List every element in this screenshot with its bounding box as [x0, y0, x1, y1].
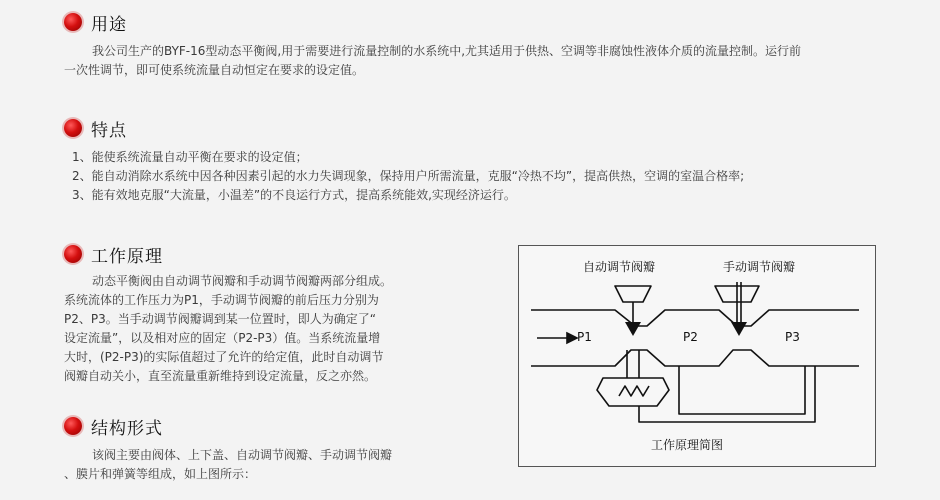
section-heading-usage [64, 10, 127, 34]
structure-line: 该阀主要由阀体、上下盖、自动调节阀瓣、手动调节阀瓣 [92, 448, 393, 462]
red-bullet-icon [64, 13, 82, 31]
manual-valve-plug [731, 322, 747, 336]
red-bullet-icon [64, 119, 82, 137]
red-bullet-icon [64, 245, 82, 263]
label-p1: P1 [577, 330, 592, 344]
spring [619, 386, 649, 396]
label-auto-valve: 自动调节阀瓣 [583, 260, 656, 274]
pipe-upper-wall [531, 310, 859, 326]
usage-line: 一次性调节，即可使系统流量自动恒定在要求的设定值。 [64, 63, 365, 77]
pipe-lower-wall [531, 350, 859, 366]
feature-item: 1、能使系统流量自动平衡在要求的设定值； [72, 150, 308, 164]
usage-line: 我公司生产的BYF-16型动态平衡阀,用于需要进行流量控制的水系统中,尤其适用于供热、空调等非腐蚀性液体介质的流量控制。运行前 [92, 44, 802, 58]
principle-line: 阀瓣自动关小，直至流量重新维持到设定流量，反之亦然。 [64, 369, 377, 383]
pressure-tube-p2 [679, 366, 805, 414]
principle-line: 系统流体的工作压力为P1，手动调节阀瓣的前后压力分别为 [64, 293, 379, 307]
principle-line: 大时，(P2-P3)的实际值超过了允许的给定值，此时自动调节 [64, 350, 384, 364]
features-list [72, 148, 744, 205]
label-p2: P2 [683, 330, 698, 344]
section-title-structure: 结构形式 [91, 418, 163, 439]
feature-item: 2、能自动消除水系统中因各种因素引起的水力失调现象，保持用户所需流量，克服“冷热不均”，提高供热，空调的室温合格率; [72, 169, 745, 183]
section-heading-structure [64, 414, 163, 438]
diagram-caption: 工作原理简图 [651, 438, 724, 452]
section-title-usage: 用途 [91, 14, 127, 35]
valve-schematic [519, 246, 875, 466]
section-title-features: 特点 [91, 120, 127, 141]
red-bullet-icon [64, 417, 82, 435]
principle-line: 设定流量”，以及相对应的固定（P2-P3）值。当系统流量增 [64, 331, 381, 345]
section-heading-principle [64, 242, 163, 266]
label-manual-valve: 手动调节阀瓣 [723, 260, 796, 274]
structure-paragraph [64, 446, 392, 484]
auto-valve-funnel [615, 286, 651, 302]
label-p3: P3 [785, 330, 800, 344]
structure-line: 、膜片和弹簧等组成，如上图所示： [64, 467, 257, 481]
usage-paragraph [64, 42, 801, 80]
principle-paragraph [64, 272, 392, 386]
principle-line: P2、P3。当手动调节阀瓣调到某一位置时，即人为确定了“ [64, 312, 376, 326]
section-heading-features [64, 116, 127, 140]
working-principle-diagram [518, 245, 876, 467]
auto-valve-plug [625, 322, 641, 336]
section-title-principle: 工作原理 [91, 246, 163, 267]
feature-item: 3、能有效地克服“大流量，小温差”的不良运行方式，提高系统能效,实现经济运行。 [72, 188, 516, 202]
principle-line: 动态平衡阀由自动调节阀瓣和手动调节阀瓣两部分组成。 [92, 274, 393, 288]
